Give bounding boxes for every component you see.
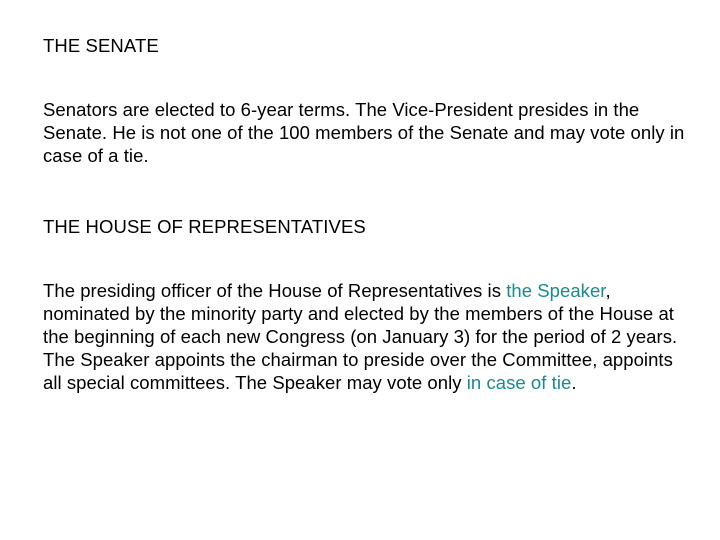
tie-highlight: in case of tie (466, 372, 572, 393)
senate-heading: THE SENATE (43, 35, 159, 56)
house-text-part1: The presiding officer of the House of Representatives is (43, 280, 507, 301)
senate-paragraph: Senators are elected to 6-year terms. The Vice-President presides in the Senate. He is not one of the 100 members of the Senate and may vote only in case of a tie. (43, 99, 685, 166)
house-text-part3: . (571, 372, 577, 393)
house-text-part2: , nominated by the minority party and elected by the members of the House at the beginning of each new Congress (on January 3) for the period of 2 years. The Speaker appoints the chairman to preside over the Committee, appoints all special committees. The Speaker may vote only (43, 280, 678, 393)
speaker-highlight: the Speaker (506, 280, 606, 301)
house-paragraph (43, 279, 693, 394)
house-heading: THE HOUSE OF REPRESENTATIVES (43, 216, 366, 237)
